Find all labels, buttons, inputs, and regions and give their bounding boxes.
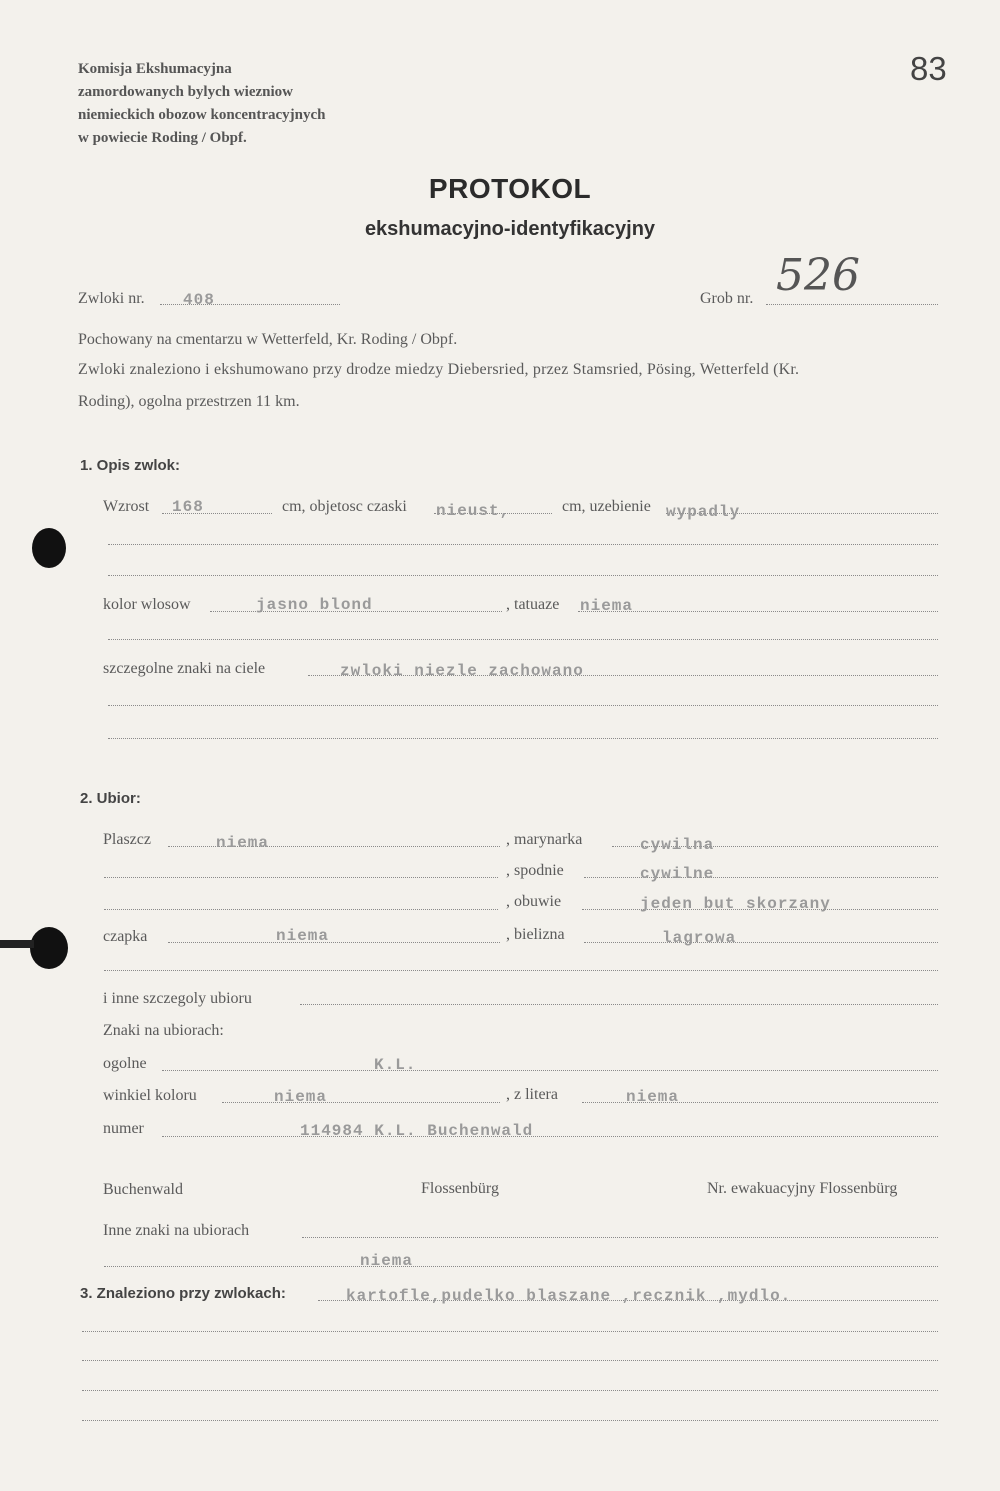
burial-line-2: Zwloki znaleziono i ekshumowano przy drodze miedzy Diebersried, przez Stamsried, Pösing, Wetterfeld (Kr.	[78, 361, 800, 378]
tatuaze-label: , tatuaze	[506, 596, 560, 613]
page-number: 83	[910, 50, 947, 87]
burial-line-3: Roding), ogolna przestrzen 11 km.	[78, 393, 300, 410]
document-subtitle: ekshumacyjno-identyfikacyjny	[364, 218, 656, 240]
inne-znaki-value: niema	[360, 1252, 414, 1270]
litera-label: , z litera	[506, 1086, 558, 1103]
uzebienie-value: wypadly	[666, 503, 741, 521]
wzrost-value: 168	[172, 498, 204, 516]
punch-hole-bottom	[30, 927, 68, 969]
hole-tear-mark	[0, 940, 34, 948]
ogolne-label: ogolne	[103, 1055, 147, 1072]
found-items-value: kartofle,pudelko blaszane ,recznik ,mydlo.	[346, 1287, 792, 1305]
inne-znaki-label: Inne znaki na ubiorach	[103, 1222, 250, 1239]
spodnie-value: cywilne	[640, 865, 715, 883]
org-line: zamordowanych bylych wiezniow	[78, 84, 293, 100]
spodnie-label: , spodnie	[506, 862, 564, 879]
uzebienie-label: cm, uzebienie	[562, 498, 651, 515]
commission-header	[78, 58, 325, 150]
plaszcz-value: niema	[216, 834, 270, 852]
czapka-label: czapka	[103, 928, 148, 945]
kolor-value: jasno blond	[256, 596, 373, 614]
org-line: niemieckich obozow koncentracyjnych	[78, 107, 326, 123]
czaska-label: cm, objetosc czaski	[282, 498, 407, 515]
obuwie-value: jeden but skorzany	[640, 895, 831, 913]
czaska-value: nieust,	[436, 502, 511, 520]
numer-label: numer	[103, 1120, 144, 1137]
wzrost-label: Wzrost	[103, 498, 150, 515]
grob-label: Grob nr.	[700, 290, 754, 307]
tatuaze-value: niema	[580, 597, 634, 615]
czapka-value: niema	[276, 927, 330, 945]
kolor-label: kolor wlosow	[103, 596, 191, 613]
section-3-heading: 3. Znaleziono przy zwlokach:	[80, 1285, 286, 1302]
grob-value: 526	[776, 250, 860, 301]
zwloki-label: Zwloki nr.	[78, 290, 145, 307]
znaki-ciele-label: szczegolne znaki na ciele	[103, 660, 266, 677]
marynarka-value: cywilna	[640, 836, 715, 854]
evacuation-number-label: Nr. ewakuacyjny Flossenbürg	[707, 1180, 898, 1197]
camp-flossenburg: Flossenbürg	[421, 1180, 499, 1197]
section-2-heading: 2. Ubior:	[80, 790, 141, 807]
numer-value: 114984 K.L. Buchenwald	[300, 1122, 534, 1140]
document-title: PROTOKOL	[428, 173, 592, 204]
marynarka-label: , marynarka	[506, 831, 583, 848]
org-line: Komisja Ekshumacyjna	[78, 61, 232, 77]
znaki-ubiorach-label: Znaki na ubiorach:	[103, 1022, 224, 1039]
section-1-heading: 1. Opis zwlok:	[80, 457, 181, 474]
punch-hole-top	[32, 528, 66, 568]
ogolne-value: K.L.	[374, 1056, 417, 1074]
inne-szczegoly-label: i inne szczegoly ubioru	[103, 990, 252, 1007]
winkiel-value: niema	[274, 1088, 328, 1106]
zwloki-value: 408	[183, 291, 215, 309]
obuwie-label: , obuwie	[506, 893, 562, 910]
camp-buchenwald: Buchenwald	[103, 1181, 183, 1198]
znaki-ciele-value: zwloki niezle zachowano	[340, 662, 584, 680]
bielizna-value: lagrowa	[662, 929, 737, 947]
winkiel-label: winkiel koloru	[103, 1087, 197, 1104]
bielizna-label: , bielizna	[506, 926, 565, 943]
plaszcz-label: Plaszcz	[103, 831, 151, 848]
litera-value: niema	[626, 1088, 680, 1106]
burial-line-1: Pochowany na cmentarzu w Wetterfeld, Kr. Roding / Obpf.	[78, 331, 458, 348]
org-line: w powiecie Roding / Obpf.	[78, 130, 247, 146]
